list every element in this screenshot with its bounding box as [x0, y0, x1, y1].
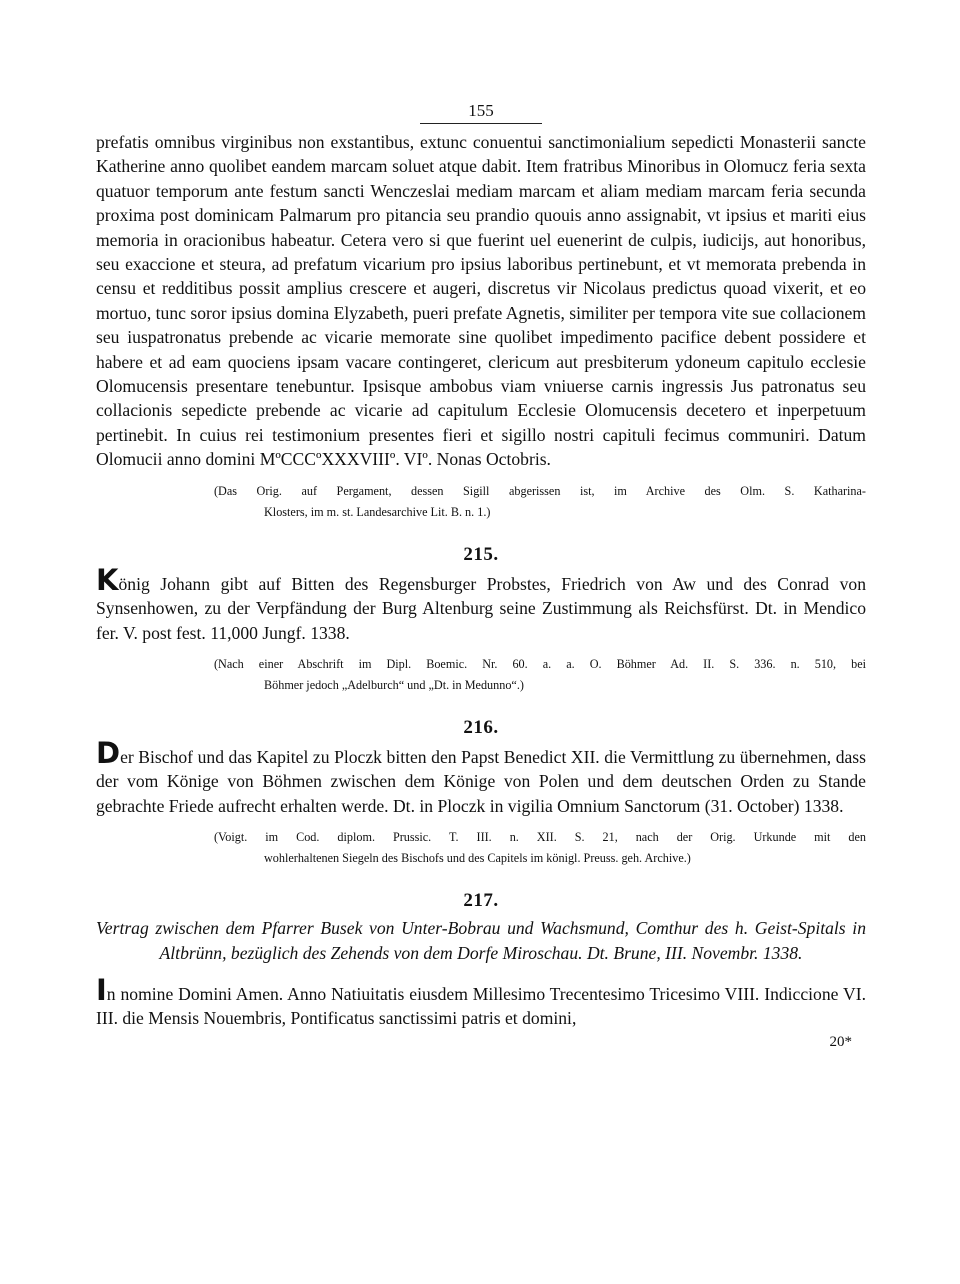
source-note-line: wohlerhaltenen Siegeln des Bischofs und des Capitels im königl. Preuss. geh. Archive.): [264, 851, 691, 866]
initial-letter: D: [96, 735, 121, 770]
source-note-line: Klosters, im m. st. Landesarchive Lit. B. n. 1.): [264, 504, 491, 519]
initial-letter: K: [96, 562, 119, 597]
signature-mark: 20*: [829, 1033, 852, 1050]
page: [96, 100, 866, 1053]
page-number: 155: [468, 101, 494, 120]
regest-text: önig Johann gibt auf Bitten des Regensburger Probstes, Friedrich von Aw und des Conrad von Synsenhowen, zu der Verpfändung der Burg Altenburg seine Zustimmung als Reichsfürst. Dt. in Mendico fer. V. post fest. 11,000 Jungf. 1338.: [96, 573, 866, 643]
source-note-line: (Nach einer Abschrift im Dipl. Boemic. Nr. 60. a. a. O. Böhmer Ad. II. S. 336. n. 510, bei: [214, 656, 866, 671]
header-rule: [420, 123, 542, 124]
source-note-215: [96, 654, 866, 696]
source-note-line: (Das Orig. auf Pergament, dessen Sigill abgerissen ist, im Archive des Olm. S. Katharina-: [214, 483, 866, 498]
document-216-regest: [96, 735, 866, 818]
document-number-215: 215.: [463, 543, 499, 565]
document-217-text: [96, 972, 866, 1031]
document-number-216: 216.: [463, 716, 499, 738]
regest-text: er Bischof und das Kapitel zu Ploczk bitten den Papst Benedict XII. die Vermittlung zu übernehmen, dass der vom Könige von Böhmen zwischen dem Könige von Polen und dem deutschen Orden zu Stande gebrachte Friede aufrecht erhalten werde. Dt. in Ploczk in vigilia Omnium Sanctorum (31. October) 1338.: [96, 746, 866, 816]
charter-text: n nomine Domini Amen. Anno Natiuitatis eiusdem Millesimo Trecentesimo Tricesimo VIII. Indiccione VI. III. die Mensis Nouembris, Pontificatus sanctissimi patris et domini,: [96, 983, 866, 1029]
initial-letter: I: [96, 972, 107, 1007]
document-217-title: Vertrag zwischen dem Pfarrer Busek von Unter-Bobrau und Wachsmund, Comthur des h. Geist-Spitals in Altbrünn, bezüglich des Zehends von dem Dorfe Miroschau. Dt. Brune, III. Novembr. 1338.: [96, 918, 866, 963]
source-note-216: [96, 827, 866, 869]
document-number-217: 217.: [463, 890, 499, 912]
source-note-line: Böhmer jedoch „Adelburch“ und „Dt. in Medunno“.): [264, 677, 524, 692]
source-note-line: (Voigt. im Cod. diplom. Prussic. T. III. n. XII. S. 21, nach der Orig. Urkunde mit den: [214, 830, 866, 845]
source-note-prev: [96, 481, 866, 523]
document-215-regest: [96, 562, 866, 645]
continued-paragraph: prefatis omnibus virginibus non exstantibus, extunc conuentui sanctimonialium sepedicti Monasterii sancte Katherine anno quolibet eandem marcam soluet atque dabit. Item fratribus Minoribus in Olomucz feria sexta quatuor temporum ante festum sancti Wenczeslai mediam marcam et aliam mediam marcam feria secunda proxima post dominicam Palmarum pro pitancia seu prandio quouis anno assignabit, vt ipsius et mariti eius memoria in oracionibus habeatur. Cetera vero si que fuerint uel euenerint de culpis, iudicijs, aut honoribus, seu exaccione et steura, ad prefatum vicarium pro ipsius laboribus pertinebunt, et vt memorata prebenda in censu et redditibus possit amplius crescere et augeri, discretus vir Nicolaus predictus quoad vixerit, et eo mortuo, tunc soror ipsius domina Elyzabeth, pueri prefate Agnetis, similiter per tempora vite sue collacionem seu iuspatronatus prebende ac vicarie memorate sine quolibet impedimento pacifice debent possidere et habere et ad eam quociens ipsam vacare contingeret, clericum aut presbiterum ydoneum capitulo ecclesie Olomucensis presentare tenebuntur. Ipsisque ambobus viam vniuerse carnis ingressis Jus patronatus seu collacionis sepedicte prebende ac vicarie ad capitulum Ecclesie Olomucensis decetero et inperpetuum pertinebit. In cuius rei testimonium presentes fieri et sigillo nostri capituli fecimus communiri. Datum Olomucii anno domini MºCCCºXXXVIIIº. VIº. Nonas Octobris.: [96, 132, 866, 470]
